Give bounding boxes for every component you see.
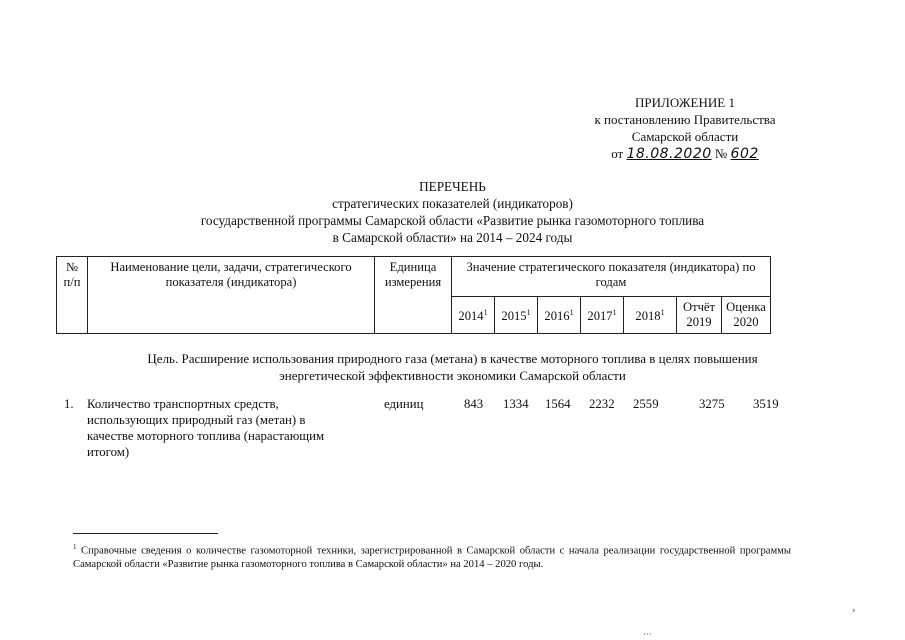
indicators-table-header bbox=[56, 256, 771, 334]
annex-block bbox=[560, 94, 810, 163]
document-title bbox=[0, 178, 905, 246]
footnote-text: Справочные сведения о количестве газомоторной техники, зарегистрированной в Самарской области с начала реализации государственной программы Самарской области «Развитие рынка газомоторного топлива в Самарской области» на 2014 – 2020 годы. bbox=[73, 545, 791, 570]
title-line-1: ПЕРЕЧЕНЬ bbox=[419, 179, 486, 194]
row-1-value-2017: 2232 bbox=[589, 397, 615, 411]
title-line-2: стратегических показателей (индикаторов) bbox=[332, 196, 573, 211]
header-unit-cell: Единица измерения bbox=[375, 257, 452, 334]
header-year-2015: 2015$^1$ bbox=[495, 297, 538, 334]
header-num-symbol: № bbox=[65, 260, 79, 274]
row-1-value-2018: 2559 bbox=[633, 397, 659, 411]
annex-number: 602 bbox=[730, 146, 759, 162]
annex-from-label: от bbox=[611, 146, 624, 161]
annex-number-label: № bbox=[714, 146, 728, 161]
row-1-value-2014: 843 bbox=[464, 397, 484, 411]
header-year-2018: 2018$^1$ bbox=[624, 297, 677, 334]
goal-line-2: энергетической эффективности экономики Самарской области bbox=[279, 368, 626, 383]
header-values-cell: Значение стратегического показателя (индикатора) по годам bbox=[452, 257, 771, 297]
title-line-3: государственной программы Самарской области «Развитие рынка газомоторного топлива bbox=[200, 213, 705, 228]
row-1-num: 1. bbox=[64, 397, 74, 411]
annex-title: ПРИЛОЖЕНИЕ 1 bbox=[635, 95, 735, 110]
scan-speck: ··· bbox=[643, 630, 652, 640]
footnote-mark: 1 bbox=[73, 543, 77, 551]
footnote-separator bbox=[73, 533, 218, 534]
title-line-4: в Самарской области» на 2014 – 2024 годы bbox=[332, 230, 573, 245]
header-name-cell: Наименование цели, задачи, стратегического показателя (индикатора) bbox=[88, 257, 375, 334]
row-1-value-2016: 1564 bbox=[545, 397, 571, 411]
header-year-2014: 2014$^1$ bbox=[452, 297, 495, 334]
header-num-abbr: п/п bbox=[63, 275, 81, 289]
goal-line-1: Цель. Расширение использования природного газа (метана) в качестве моторного топлива в целях повышения bbox=[147, 351, 758, 366]
header-report-2019: Отчёт 2019 bbox=[677, 297, 722, 334]
row-1-unit: единиц bbox=[384, 397, 424, 411]
annex-date-line bbox=[560, 145, 810, 163]
header-year-2017: 2017$^1$ bbox=[581, 297, 624, 334]
annex-subtitle: к постановлению Правительства bbox=[594, 112, 776, 127]
annex-date: 18.08.2020 bbox=[626, 146, 712, 162]
row-1-value-2015: 1334 bbox=[503, 397, 529, 411]
row-1-value-2019: 3275 bbox=[699, 397, 725, 411]
header-num-cell bbox=[57, 257, 88, 334]
row-1-value-2020: 3519 bbox=[753, 397, 779, 411]
scan-speck: › bbox=[852, 606, 856, 616]
footnote bbox=[73, 541, 791, 571]
annex-region: Самарской области bbox=[631, 129, 739, 144]
header-year-2016: 2016$^1$ bbox=[538, 297, 581, 334]
row-1-name: Количество транспортных средств, использующих природный газ (метан) в качестве моторного топлива (нарастающим итогом) bbox=[87, 397, 325, 459]
header-estimate-2020: Оценка 2020 bbox=[722, 297, 771, 334]
goal-heading bbox=[40, 350, 865, 384]
